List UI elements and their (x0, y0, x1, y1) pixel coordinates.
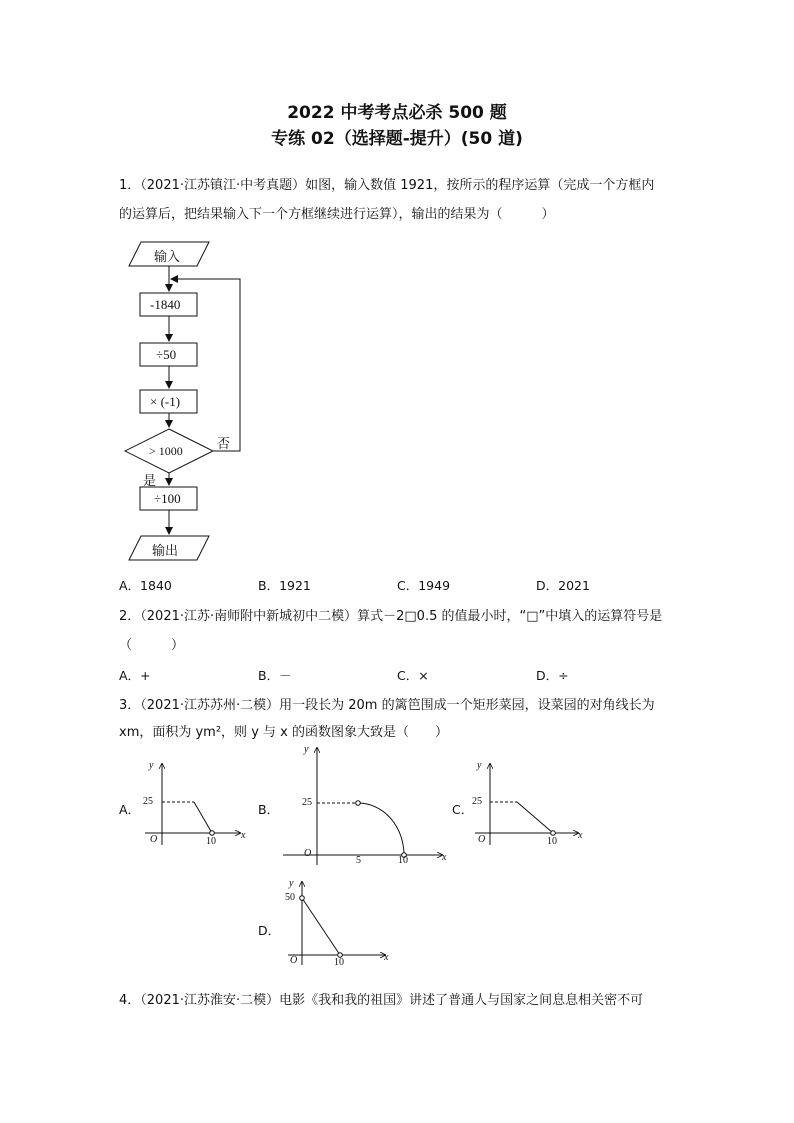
graph-a-25-label: 25 (143, 796, 153, 807)
q1-option-a[interactable]: A．1840 (119, 578, 172, 593)
graph-d-origin-label: O (290, 955, 298, 966)
q1-option-c[interactable]: C．1949 (397, 578, 451, 593)
graph-b-5-label: 5 (356, 855, 361, 866)
q2-option-d[interactable]: D．÷ (536, 668, 569, 683)
graph-c-10-label: 10 (547, 836, 557, 847)
question-1-stem-line1: 1．（2021·江苏镇江·中考真题）如图，输入数值 1921，按所示的程序运算（完成一个方框内 (119, 178, 655, 193)
graph-c-x-label: x (578, 830, 583, 841)
flow-decision-label: > 1000 (149, 444, 183, 458)
q1-option-b[interactable]: B．1921 (258, 578, 311, 593)
flow-output-label: 输出 (152, 543, 179, 558)
graph-c (475, 764, 578, 845)
question-2-stem-line2: （ ） (119, 638, 185, 653)
q3-option-a[interactable]: A． (119, 802, 141, 817)
flow-step4-label: ÷100 (154, 491, 181, 506)
q3-option-b[interactable]: B． (258, 802, 280, 817)
q3-option-c[interactable]: C． (452, 802, 474, 817)
graph-c-y-label: y (477, 760, 482, 771)
flow-input-label: 输入 (154, 249, 181, 264)
graph-c-origin-label: O (478, 834, 486, 845)
graph-c-25-label: 25 (472, 796, 482, 807)
graph-a (145, 764, 240, 845)
flow-step2-label: ÷50 (156, 347, 177, 362)
page-title: 2022 中考考点必杀 500 题 (287, 103, 507, 123)
graph-b-25-label: 25 (302, 797, 312, 808)
graph-a-x-label: x (241, 830, 246, 841)
graph-b-origin-label: O (304, 848, 312, 859)
flow-no-label: 否 (217, 437, 231, 452)
question-3-stem-line2: xm，面积为 ym²，则 y 与 x 的函数图象大致是（ ） (119, 725, 448, 740)
q1-option-d[interactable]: D．2021 (536, 578, 590, 593)
graph-a-y-label: y (149, 760, 154, 771)
graph-d-50-label: 50 (285, 892, 295, 903)
graph-d (288, 882, 385, 965)
graph-d-x-label: x (384, 952, 389, 963)
graph-d-y-label: y (289, 878, 294, 889)
q2-option-c[interactable]: C．× (397, 668, 429, 683)
graph-a-10-label: 10 (206, 836, 216, 847)
graph-b-x-label: x (442, 852, 447, 863)
flow-step1-label: -1840 (150, 297, 181, 312)
flow-yes-label: 是 (143, 474, 157, 489)
question-4-stem-line1: 4．（2021·江苏淮安·二模）电影《我和我的祖国》讲述了普通人与国家之间息息相关密不可 (119, 993, 644, 1008)
q2-option-a[interactable]: A．+ (119, 668, 151, 683)
question-3-stem-line1: 3．（2021·江苏苏州·二模）用一段长为 20m 的篱笆围成一个矩形菜园，设菜园的对角线长为 (119, 698, 655, 713)
question-1-stem-line2: 的运算后，把结果输入下一个方框继续进行运算），输出的结果为（ ） (119, 207, 555, 222)
q2-option-b[interactable]: B．－ (258, 668, 292, 683)
graph-d-10-label: 10 (334, 957, 344, 968)
q3-option-d[interactable]: D． (258, 923, 281, 938)
question-2-stem-line1: 2．（2021·江苏·南师附中新城初中二模）算式－2□0.5 的值最小时，“□”中填入的运算符号是 (119, 609, 663, 624)
graph-b-y-label: y (304, 744, 309, 755)
graph-b-10-label: 10 (398, 855, 408, 866)
graph-a-origin-label: O (150, 834, 158, 845)
page-subtitle: 专练 02（选择题-提升）(50 道) (271, 129, 523, 149)
flow-step3-label: × (-1) (150, 394, 181, 409)
